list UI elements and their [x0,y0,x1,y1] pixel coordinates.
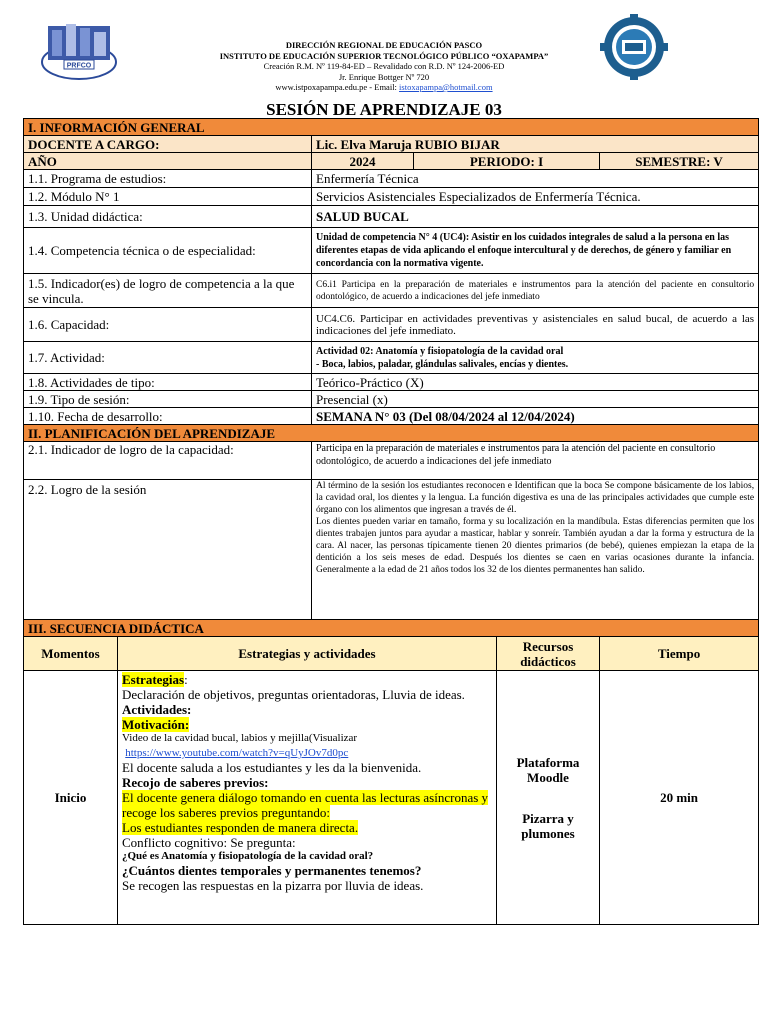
indicador-value: Participa en la preparación de materiales e instrumentos para la atención del paciente en consultorio odontológico, de acuerdo a indicaciones del jefe inmediato [312,442,759,480]
saluda-text: El docente saluda a los estudiantes y les da la bienvenida. [122,760,422,775]
row-label: 1.10. Fecha de desarrollo: [24,408,312,425]
row-value: Enfermería Técnica [312,170,759,188]
docente-value: Lic. Elva Maruja RUBIO BIJAR [312,136,759,153]
row-value: Presencial (x) [312,391,759,408]
conflicto-text: Conflicto cognitivo: Se pregunta: [122,835,296,850]
row-value: SALUD BUCAL [312,206,759,228]
recogen-text: Se recogen las respuestas en la pizarra por lluvia de ideas. [122,878,424,893]
actividades-label: Actividades: [122,702,192,717]
actividad-title: Actividad 02: Anatomía y fisiopatología de la cavidad oral [316,345,564,357]
header-email-label: Email: [374,82,397,92]
momento-inicio: Inicio [24,671,118,925]
pregunta-2: ¿Cuántos dientes temporales y permanentes tenemos? [122,863,422,878]
video-text: Video de la cavidad bucal, labios y mejilla(Visualizar [122,732,358,744]
logro-paragraph-2: Los dientes pueden variar en tamaño, forma y su localización en la mandíbula. Estas diferencias permiten que los dientes trabajen juntos para ayudar a masticar, hablar y sonreír. También ayudan a dar la forma y estructura de la cara. Al nacer, las personas típicamente tienen 20 dientes primarios (de bebé), quienes empiezan la etapa de la dentición a los seis meses de edad. Después los dientes se caen en varias ocasiones durante la infancia. Generalmente a la edad de 21 años todos los 32 de los dientes permanentes han salido. [316,517,755,575]
header-contact: www.istpoxapampa.edu.pe - Email: istoxapampa@hotmail.com [275,82,493,92]
recurso-moodle: Plataforma Moodle [516,754,580,785]
docente-label: DOCENTE A CARGO: [24,136,312,153]
header-line2: INSTITUTO DE EDUCACIÓN SUPERIOR TECNOLÓGICO PÚBLICO “OXAPAMPA” [219,50,549,61]
header-web[interactable]: www.istpoxapampa.edu.pe [275,82,368,92]
pregunta-1: ¿Qué es Anatomía y fisiopatología de la cavidad oral? [122,850,374,862]
section2-heading: II. PLANIFICACIÓN DEL APRENDIZAJE [24,425,759,442]
recojo-label: Recojo de saberes previos: [122,775,269,790]
anio-label: AÑO [24,153,312,170]
tiempo-cell: 20 min [600,671,759,925]
col-momentos: Momentos [24,637,118,671]
row-label: 1.8. Actividades de tipo: [24,374,312,391]
row-label: 1.3. Unidad didáctica: [24,206,312,228]
row-label: 1.9. Tipo de sesión: [24,391,312,408]
row-value [312,342,759,374]
section1-heading: I. INFORMACIÓN GENERAL [24,119,759,136]
header-email-link[interactable]: istoxapampa@hotmail.com [399,82,493,92]
logo-text: PRFCO [66,62,92,70]
estrategias-label: Estrategias [122,672,185,687]
inicio-activities: Estrategias: Declaración de objetivos, preguntas orientadoras, Lluvia de ideas. Actividades: Motivación: Video de la cavidad bucal, labios y mejilla(Visualizar https://www.youtube.com/watch?v=qUyJOv7d0pc El docente saluda a los estudiantes y les da la bienvenida. Recojo de saberes previos: El docente genera diálogo tomando en cuenta las lecturas asíncronas y recoge los saberes previos preguntando: Los estudiantes responden de manera directa. Conflicto cognitivo: Se pregunta: ¿Qué es Anatomía y fisiopatología de la cavidad oral? ¿Cuántos dientes temporales y permanentes tenemos? Se recogen las respuestas en la pizarra por lluvia de ideas. [118,671,497,925]
session-table [23,118,759,925]
recojo-highlight-1: El docente genera diálogo tomando en cuenta las lecturas asíncronas y recoge los saberes previos preguntando: [122,790,489,820]
row-label: 1.7. Actividad: [24,342,312,374]
col-tiempo: Tiempo [600,637,759,671]
header-line3: Creación R.M. Nº 119-84-ED – Revalidado con R.D. Nº 124-2006-ED [263,61,505,71]
logro-label: 2.2. Logro de la sesión [24,480,312,620]
motivacion-label: Motivación: [122,717,190,732]
row-value: C6.i1 Participa en la preparación de materiales e instrumentos para la atención del paciente en consultorio odontológico, de acuerdo a indicaciones del jefe inmediato [312,274,759,308]
recursos-cell [497,671,600,925]
row-value: Servicios Asistenciales Especializados de Enfermería Técnica. [312,188,759,206]
letterhead [0,40,768,93]
row-label: 1.5. Indicador(es) de logro de competencia a la que se vincula. [24,274,312,308]
row-label: 1.6. Capacidad: [24,308,312,342]
semestre: SEMESTRE: V [600,153,759,170]
row-value: UC4.C6. Participar en actividades preventivas y asistenciales en salud bucal, de acuerdo a las indicaciones del jefe inmediato. [312,308,759,342]
col-estrategias: Estrategias y actividades [118,637,497,671]
page-title: SESIÓN DE APRENDIZAJE 03 [266,100,502,119]
indicador-label: 2.1. Indicador de logro de la capacidad: [24,442,312,480]
logro-paragraph-1: Al término de la sesión los estudiantes reconocen e Identifican que la boca Se compone básicamente de los labios, la cavidad oral, los dientes y la lengua. La función digestiva es una de las principales actividades que cumple este órgano con los alimentos que ingresan a través de él. [316,481,755,515]
header-line4: Jr. Enrique Bottger Nº 720 [338,71,430,82]
estrategias-text: Declaración de objetivos, preguntas orientadoras, Lluvia de ideas. [122,687,465,702]
logro-value [312,480,759,620]
periodo: PERIODO: I [414,153,600,170]
recurso-pizarra: Pizarra y plumones [521,810,575,841]
row-value: Teórico-Práctico (X) [312,374,759,391]
row-value: SEMANA N° 03 (Del 08/04/2024 al 12/04/2024) [312,408,759,425]
row-label: 1.2. Módulo N° 1 [24,188,312,206]
row-label: 1.1. Programa de estudios: [24,170,312,188]
recojo-highlight-2: Los estudiantes responden de manera directa. [122,820,359,835]
video-link[interactable]: https://www.youtube.com/watch?v=qUyJOv7d0pc [125,747,349,759]
row-label: 1.4. Competencia técnica o de especialidad: [24,228,312,274]
section3-heading: III. SECUENCIA DIDÁCTICA [24,620,759,637]
actividad-topics: - Boca, labios, paladar, glándulas salivales, encías y dientes. [316,358,569,370]
anio-value: 2024 [312,153,414,170]
header-line1: DIRECCIÓN REGIONAL DE EDUCACIÓN PASCO [285,40,483,50]
row-value: Unidad de competencia N° 4 (UC4): Asistir en los cuidados integrales de salud a la persona en las diferentes etapas de vida aplicando el enfoque intercultural y de derechos, de género y familiar en concordancia con la normativa vigente. [312,228,759,274]
col-recursos: Recursos didácticos [497,637,600,671]
